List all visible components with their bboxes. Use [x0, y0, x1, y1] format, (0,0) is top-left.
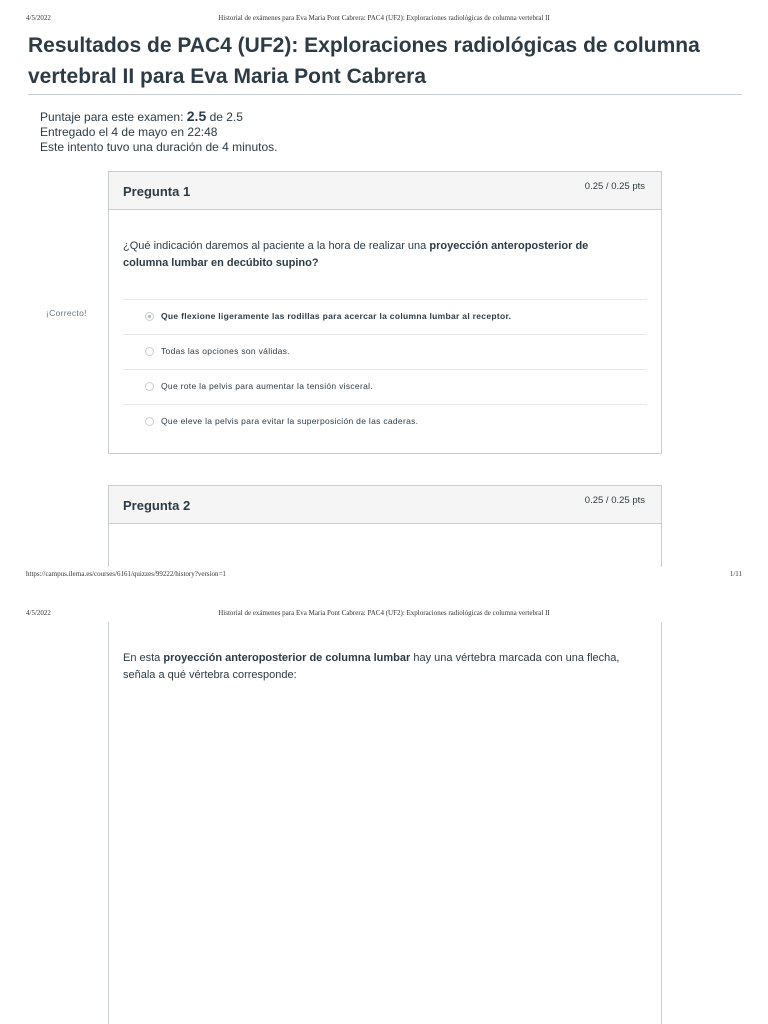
- correct-flag: ¡Correcto!: [46, 308, 87, 318]
- score-label: Puntaje para este examen:: [40, 110, 187, 124]
- print-doc-title: Historial de exámenes para Eva Maria Pont Cabrera: PAC4 (UF2): Exploraciones radiológicas de columna vertebral II: [218, 14, 550, 22]
- question-1: [108, 171, 662, 454]
- print-date: 4/5/2022: [26, 609, 51, 617]
- page-break: [0, 580, 768, 590]
- question-text-bold: proyección anteroposterior de columna lumbar en decúbito supino?: [123, 240, 589, 269]
- question-text-bold: proyección anteroposterior de columna lumbar: [163, 652, 411, 664]
- answer-label: Que eleve la pelvis para evitar la superposición de las caderas.: [161, 416, 419, 426]
- score-total: de 2.5: [206, 110, 243, 124]
- answer-label: Que rote la pelvis para aumentar la tensión visceral.: [161, 381, 373, 391]
- question-text-part: ¿Qué indicación daremos al paciente a la hora de realizar una: [123, 240, 430, 252]
- question-points: 0.25 / 0.25 pts: [584, 495, 645, 506]
- question-points: 0.25 / 0.25 pts: [584, 181, 645, 192]
- answer-option-1[interactable]: [123, 299, 647, 334]
- question-header: [109, 486, 661, 524]
- radio-icon[interactable]: [145, 417, 154, 426]
- print-date: 4/5/2022: [26, 14, 51, 22]
- question-text-part: hay una vértebra marcada con una flecha, señala a qué vértebra corresponde:: [123, 652, 620, 681]
- print-header: [0, 14, 768, 30]
- answer-list: [123, 299, 647, 439]
- duration-line: Este intento tuvo una duración de 4 minutos.: [40, 140, 278, 154]
- submitted-line: Entregado el 4 de mayo en 22:48: [40, 125, 218, 139]
- answer-option-3[interactable]: [123, 369, 647, 404]
- question-text-part: En esta: [123, 652, 164, 664]
- print-page-number: 1/11: [729, 570, 742, 578]
- answer-option-2[interactable]: [123, 334, 647, 369]
- print-doc-title: Historial de exámenes para Eva Maria Pont Cabrera: PAC4 (UF2): Exploraciones radiológicas de columna vertebral II: [218, 609, 550, 617]
- question-2-continued: [108, 622, 662, 1024]
- question-text: [123, 650, 633, 684]
- radio-icon[interactable]: [145, 382, 154, 391]
- question-name: Pregunta 2: [123, 498, 191, 513]
- answer-label: Todas las opciones son válidas.: [161, 346, 290, 356]
- question-2: [108, 485, 662, 567]
- radio-selected-icon[interactable]: [145, 312, 154, 321]
- page-title: Resultados de PAC4 (UF2): Exploraciones radiológicas de columna vertebral II para Eva Maria Pont Cabrera: [28, 34, 700, 88]
- score-line: [40, 109, 278, 125]
- title-divider: [28, 94, 742, 95]
- answer-label: Que flexione ligeramente las rodillas para acercar la columna lumbar al receptor.: [161, 311, 512, 321]
- radio-icon[interactable]: [145, 347, 154, 356]
- score-value: 2.5: [186, 108, 207, 124]
- question-name: Pregunta 1: [123, 184, 191, 199]
- answer-option-4[interactable]: [123, 404, 647, 439]
- print-url: https://campus.ilerna.es/courses/6161/quizzes/99222/history?version=1: [26, 570, 226, 578]
- quiz-summary: [40, 109, 278, 155]
- question-header: [109, 172, 661, 210]
- question-text: [123, 238, 633, 272]
